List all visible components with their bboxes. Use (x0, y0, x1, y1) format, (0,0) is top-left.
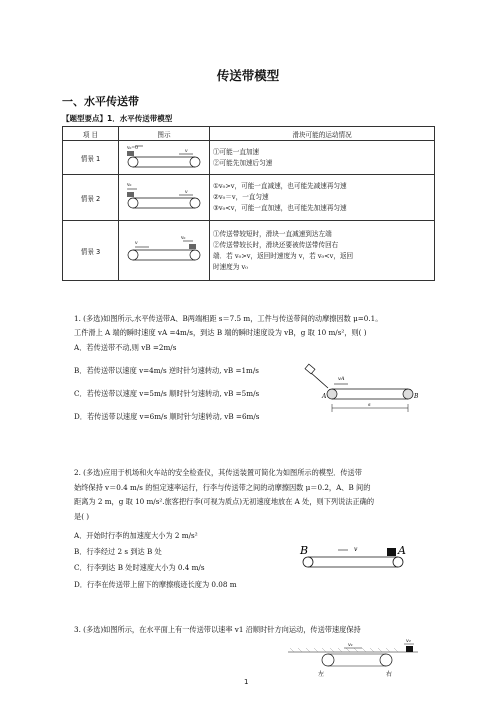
question-1-stem (74, 314, 454, 338)
page-number: 1 (244, 678, 249, 686)
pulley-right (190, 250, 200, 260)
fig-label-b: B (300, 544, 309, 557)
q1-option-d: D．若传送带以速度 v=6m/s 顺时针匀速转动, vB =6m/s (74, 412, 260, 421)
question-3-stem: 3. (多选)如图所示，在水平面上有一传送带以速率 v1 沿顺时针方向运动，传送带速度保持 (74, 625, 361, 634)
pulley-a (327, 389, 337, 399)
scenario-figure (119, 221, 210, 281)
motion-line: ②传送带较长时，滑块还要被传送带传回右 (213, 240, 339, 249)
conveyor-figure-1 (121, 142, 207, 172)
table-row (63, 175, 435, 221)
key-point-heading: 【题型要点】1．水平传送带模型 (62, 114, 173, 123)
motion-line: ②v₀＝v，一直匀速 (213, 193, 269, 201)
q3-figure (286, 638, 420, 680)
fig-label-v0: v₀ (127, 182, 132, 188)
ramp (310, 372, 328, 388)
fig-label-v0: v₀ (181, 235, 186, 241)
scenario-motion (210, 175, 435, 221)
fig-label-v: v (354, 546, 358, 553)
motion-line: 端．若 v₀>v，返回时速度为 v，若 v₀<v，返回 (213, 251, 354, 260)
q2-line: 是( ) (74, 511, 90, 521)
pulley-right (380, 654, 392, 666)
fig-label-v: v (135, 240, 138, 246)
scenario-name: 情景 3 (63, 221, 119, 281)
pulley-right (190, 157, 200, 167)
table-header-row (63, 127, 435, 141)
q2-line: 2. (多选)应用于机场和火车站的安全检查仪，其传送装置可简化为如图所示的模型．传送带 (74, 468, 362, 477)
q2-option-b: B．行李经过 2 s 到达 B 处 (74, 547, 162, 556)
conveyor-figure-2 (121, 179, 207, 215)
fig-label-a: A (398, 544, 406, 557)
block (127, 151, 134, 156)
scenario-motion (210, 141, 435, 175)
q2-option-a: A．开始时行李的加速度大小为 2 m/s² (74, 531, 198, 540)
pulley-left (322, 654, 334, 666)
fig-label-va: vA (338, 376, 345, 382)
workpiece (305, 364, 315, 374)
pulley-left (128, 250, 138, 260)
motion-line: ①v₀>v，可能一直减速，也可能先减速再匀速 (213, 182, 347, 190)
question-2-stem (74, 466, 454, 524)
block (189, 244, 196, 249)
header-figure: 图示 (119, 127, 210, 141)
fig-label-left: 左 (318, 671, 325, 678)
q1-option-a: A．若传送带不动,则 vB =2m/s (74, 343, 177, 352)
conveyor-figure-3 (121, 232, 207, 268)
model-table (62, 126, 435, 281)
q1-option-c: C．若传送带以速度 v=5m/s 顺时针匀速转动, vB =5m/s (74, 389, 260, 398)
page-title: 传送带模型 (216, 68, 280, 83)
fig-label-b: B (414, 393, 419, 400)
table-row (63, 221, 435, 281)
motion-line: ②可能先加速后匀速 (213, 158, 273, 167)
q2-option-c: C．行李到达 B 处时速度大小为 0.4 m/s (74, 563, 205, 572)
q2-line: 始终保持 v＝0.4 m/s 的恒定速率运行，行李与传送带之间的动摩擦因数 μ＝0.2，A、B 间的 (74, 482, 371, 492)
block (127, 192, 134, 197)
header-item: 项 目 (63, 127, 119, 141)
scenario-figure (119, 175, 210, 221)
motion-line: ①可能一直加速 (213, 147, 260, 156)
fig-label-s: s (368, 402, 371, 408)
q2-line: 距离为 2 m，g 取 10 m/s².旅客把行李(可视为质点)无初速度地放在 A 处，则下列说法正确的 (74, 497, 375, 506)
section-heading: 一、水平传送带 (62, 95, 139, 108)
scenario-name: 情景 1 (63, 141, 119, 175)
q2-option-d: D．行李在传送带上留下的摩擦痕迹长度为 0.08 m (74, 580, 237, 589)
fig-label-v1: v₁ (348, 642, 353, 648)
table-row (63, 141, 435, 175)
scenario-motion (210, 221, 435, 281)
ground-hatch (290, 648, 398, 652)
fig-label-v0: v₀=0 (127, 145, 138, 151)
block (406, 646, 413, 652)
pulley-right (393, 557, 403, 567)
pulley-left (128, 198, 138, 208)
fig-label-right: 右 (386, 671, 393, 678)
header-motion: 滑块可能的运动情况 (210, 127, 435, 141)
q1-line: 工件滑上 A 端的瞬时速度 vA =4m/s，到达 B 端的瞬时速度设为 vB，g 取 10 m/s²，则( ) (74, 328, 367, 337)
pulley-b (403, 389, 413, 399)
fig-label-a: A (322, 393, 327, 400)
pulley-left (128, 157, 138, 167)
q1-figure (296, 358, 426, 428)
motion-line: ①传送带较短时，滑块一直减速到达左端 (213, 229, 332, 238)
scenario-figure (119, 141, 210, 175)
q1-line: 1. (多选)如图所示,水平传送带A、B两端相距 s＝7.5 m，工件与传送带间的动摩擦因数 μ=0.1。 (74, 314, 383, 323)
q2-figure (298, 540, 416, 576)
fig-label-v: v (185, 189, 188, 195)
fig-label-v2: v₂ (406, 638, 411, 644)
scenario-name: 情景 2 (63, 175, 119, 221)
fig-label-v: v (185, 148, 188, 154)
q1-option-b: B．若传送带以速度 v=4m/s 逆时针匀速转动, vB =1m/s (74, 366, 259, 375)
pulley-left (303, 557, 313, 567)
pulley-right (190, 198, 200, 208)
motion-line: 时速度为 v₀ (213, 262, 248, 271)
luggage (387, 548, 396, 556)
motion-line: ③v₀<v，可能一直加速，也可能先加速再匀速 (213, 204, 347, 212)
